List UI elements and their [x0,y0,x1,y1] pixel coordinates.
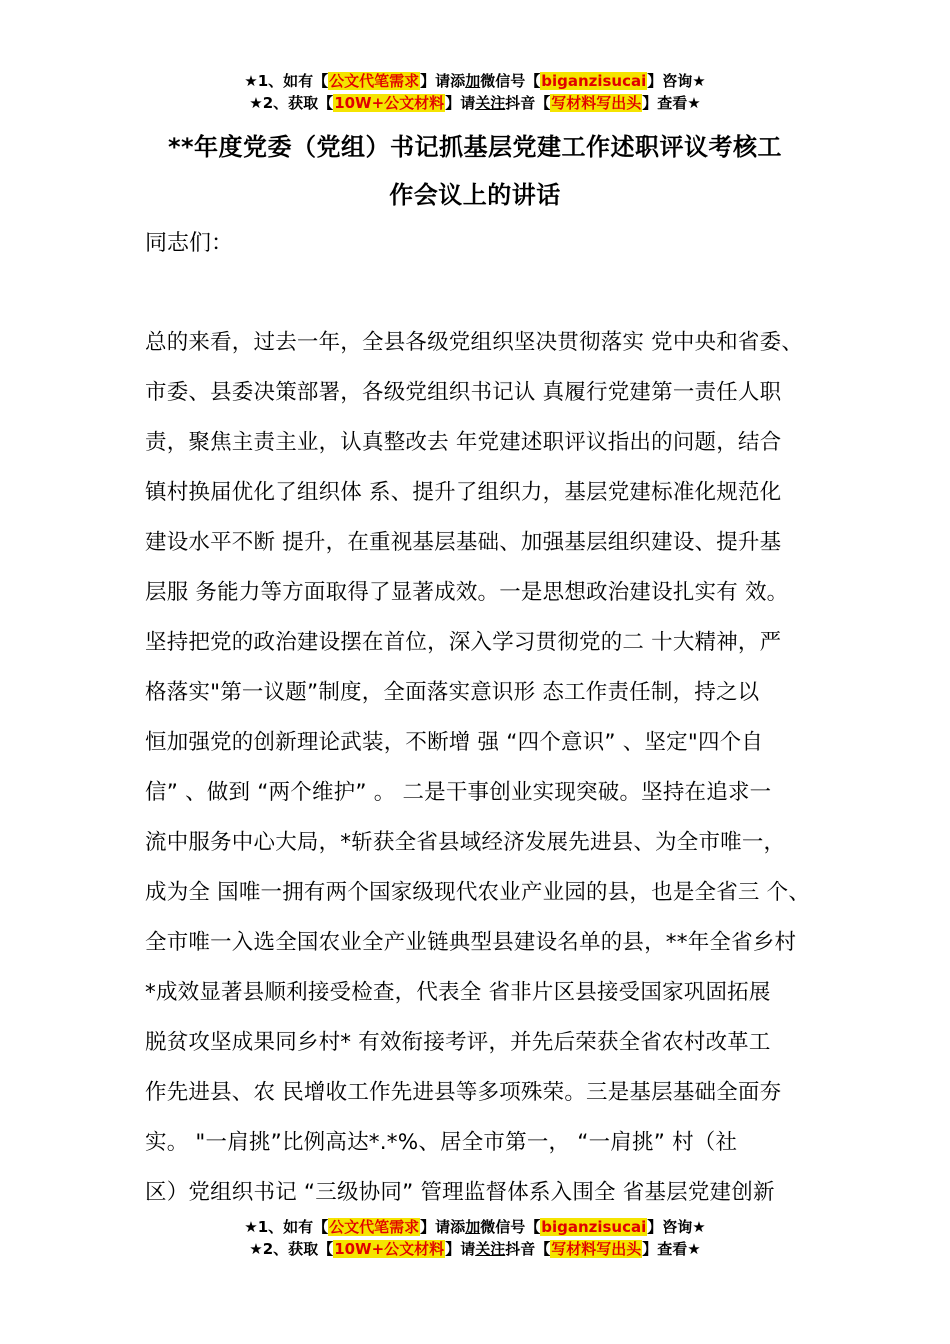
promo-underlined-text: 关注 [475,94,506,112]
promo-highlight: 写材料写出头 [551,1240,642,1258]
body-line: 信” 、做到 “两个维护” 。 二是干事创业实现突破。坚持在追求一 [145,780,772,805]
promo-text: ★1、如有【 [244,72,329,90]
promo-text: 】查看★ [642,94,701,112]
promo-underlined-text: 关注 [475,1240,506,1258]
body-line: 市委、县委决策部署，各级党组织书记认 真履行党建第一责任人职 [145,380,782,405]
promo-text: 】请 [445,94,476,112]
body-line: 镇村换届优化了组织体 系、提升了组织力，基层党建标准化规范化 [145,480,782,505]
body-line: 格落实"第一议题”制度，全面落实意识形 态工作责任制，持之以 [145,680,760,705]
promo-highlight: 公文代笔需求 [329,72,420,90]
promo-line-2 [0,92,950,114]
body-line: 责，聚焦主责主业，认真整改去 年党建述职评议指出的问题，结合 [145,430,782,455]
salutation: 同志们： [145,231,234,256]
promo-text: ★1、如有【 [244,1218,329,1236]
promo-highlight: biganzisucai [541,1218,647,1236]
promo-line-1 [0,1216,950,1238]
promo-text: 】查看★ [642,1240,701,1258]
promo-text: 抖音【 [505,1240,551,1258]
promo-highlight: 公文代笔需求 [329,1218,420,1236]
promo-text: 微信号【 [480,1218,541,1236]
promo-highlight: 10W+公文材料 [334,1240,445,1258]
promo-text: 抖音【 [505,94,551,112]
body-line: 层服 务能力等方面取得了显著成效。一是思想政治建设扎实有 效。 [145,580,789,605]
promo-highlight: 写材料写出头 [551,94,642,112]
promo-text: ★2、获取【 [249,94,334,112]
body-line: 实。 "一肩挑”比例高达*.*%、居全市第一， “一肩挑” 村（社 [145,1130,738,1155]
promo-text: 】咨询★ [647,1218,706,1236]
promo-text: 】请添 [420,72,466,90]
body-line: 全市唯一入选全国农业全产业链典型县建设名单的县，**年全省乡村 [145,930,797,955]
document-title-line-1: **年度党委（党组）书记抓基层党建工作述职评议考核工 [167,133,783,161]
promo-underlined-text: 加 [465,1218,481,1236]
footer-promo-banner [0,1216,950,1260]
body-line: 总的来看，过去一年，全县各级党组织坚决贯彻落实 党中央和省委、 [145,330,804,355]
body-line: 坚持把党的政治建设摆在首位，深入学习贯彻党的二 十大精神，严 [145,630,782,655]
body-line: 成为全 国唯一拥有两个国家级现代农业产业园的县，也是全省三 个、 [145,880,811,905]
body-line: 作先进县、农 民增收工作先进县等多项殊荣。三是基层基础全面夯 [145,1080,782,1105]
body-line: 区）党组织书记 “三级协同” 管理监督体系入围全 省基层党建创新 [145,1180,775,1205]
promo-text: 】请添 [420,1218,466,1236]
body-line: 脱贫攻坚成果同乡村* 有效衔接考评，并先后荣获全省农村改革工 [145,1030,771,1055]
promo-line-1 [0,70,950,92]
promo-text: 】咨询★ [647,72,706,90]
promo-text: 微信号【 [480,72,541,90]
promo-text: 】请 [445,1240,476,1258]
document-title-line-2: 作会议上的讲话 [389,181,561,209]
body-line: 建设水平不断 提升，在重视基层基础、加强基层组织建设、提升基 [145,530,782,555]
document-body [145,328,825,1228]
body-line: *成效显著县顺利接受检查，代表全 省非片区县接受国家巩固拓展 [145,980,771,1005]
promo-highlight: 10W+公文材料 [334,94,445,112]
promo-highlight: biganzisucai [541,72,647,90]
promo-line-2 [0,1238,950,1260]
header-promo-banner [0,70,950,114]
promo-underlined-text: 加 [465,72,481,90]
promo-text: ★2、获取【 [249,1240,334,1258]
body-line: 恒加强党的创新理论武装，不断增 强 “四个意识” 、坚定"四个自 [145,730,764,755]
body-line: 流中服务中心大局，*斩获全省县域经济发展先进县、为全市唯一， [145,830,786,855]
